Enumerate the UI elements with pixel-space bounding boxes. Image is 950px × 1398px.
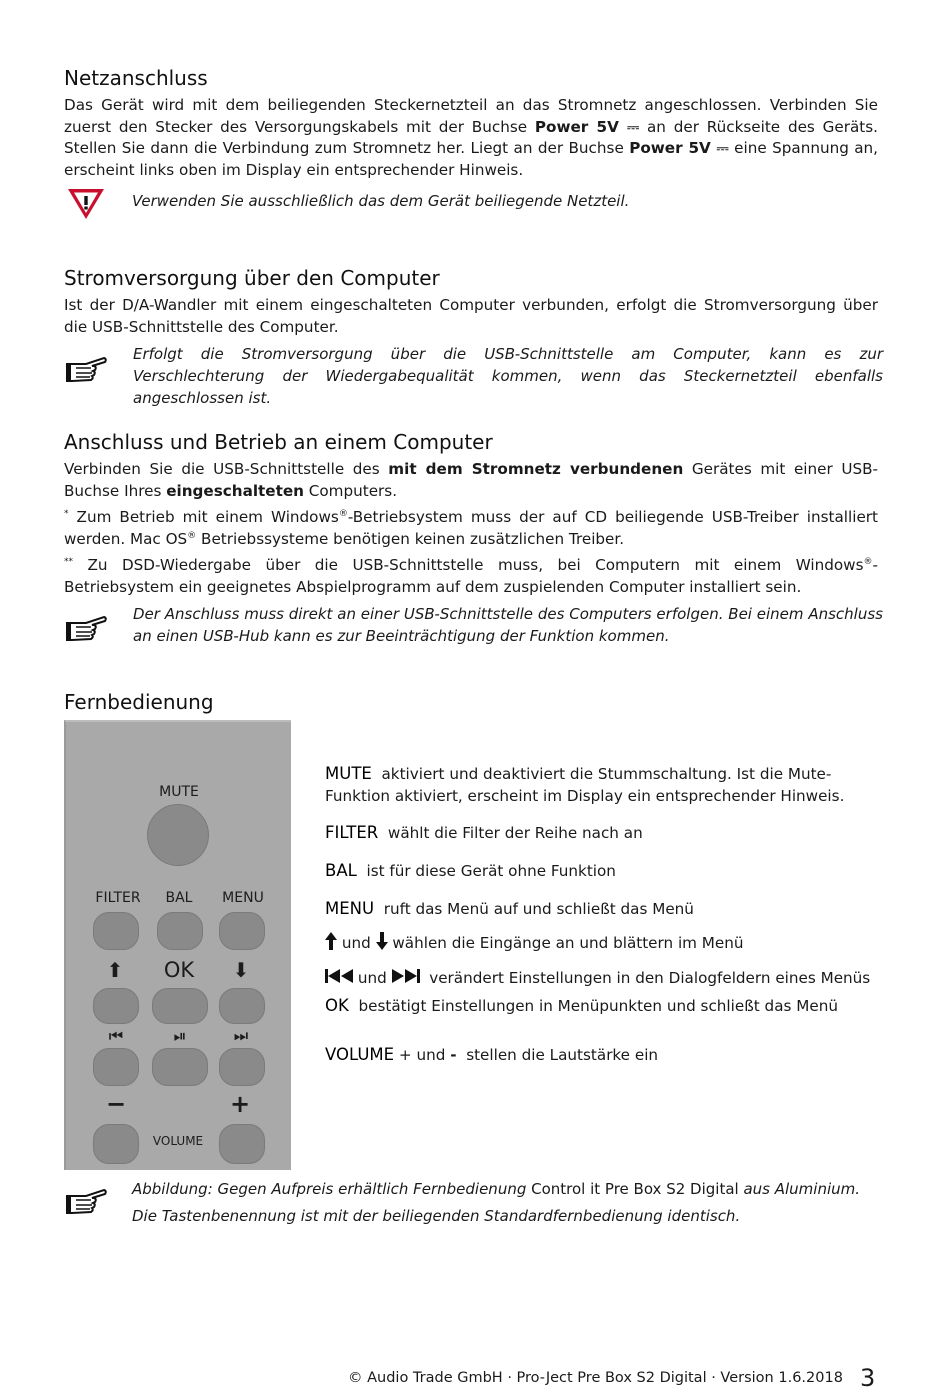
paragraph-stromversorgung: Ist der D/A-Wandler mit einem eingeschalteten Computer verbunden, erfolgt die Stromversorgung über die USB-Schnittstelle des Computer. bbox=[64, 296, 878, 336]
next-track-icon bbox=[392, 969, 420, 983]
text-run: Computers. bbox=[303, 481, 398, 500]
section-heading-fernbedienung: Fernbedienung bbox=[64, 690, 214, 714]
remote-label-ok: OK bbox=[163, 958, 195, 982]
remote-label-minus: − bbox=[105, 1090, 127, 1118]
remote-label-mute: MUTE bbox=[159, 784, 199, 800]
key-desc-filter bbox=[325, 822, 885, 844]
key-description: ruft das Menü auf und schließt das Menü bbox=[383, 900, 694, 918]
emphasis: eingeschalteten bbox=[166, 481, 304, 500]
pointing-hand-icon bbox=[64, 354, 108, 384]
section-heading-anschluss: Anschluss und Betrieb an einem Computer bbox=[64, 430, 493, 454]
remote-volume-down-button bbox=[93, 1124, 139, 1164]
remote-bal-button bbox=[157, 912, 203, 950]
minus-symbol: - bbox=[450, 1046, 457, 1064]
text-run: Zum Betrieb mit einem Windows bbox=[68, 508, 339, 526]
text-run: Das Gerät wird mit dem beiliegenden Steckernetzteil an das Stromnetz angeschlossen. Verbinden Sie zuerst den Stecker des Versorgungskabels mit der Buchse bbox=[64, 96, 878, 136]
warning-note: Verwenden Sie ausschließlich das dem Gerät beiliegende Netzteil. bbox=[132, 192, 630, 210]
paragraph-anschluss bbox=[64, 459, 878, 502]
remote-volume-up-button bbox=[219, 1124, 265, 1164]
page-footer: © Audio Trade GmbH · Pro-Ject Pre Box S2 Digital · Version 1.6.2018 bbox=[348, 1370, 843, 1386]
registered-mark: ® bbox=[187, 530, 197, 541]
warning-triangle-icon bbox=[66, 187, 106, 221]
remote-mute-button bbox=[147, 804, 209, 866]
key-desc-menu bbox=[325, 898, 885, 920]
key-name: MENU bbox=[325, 899, 375, 918]
text-run: -Betriebsystem ein geeignetes Abspielprogramm auf dem zuspielenden Computer installiert sein. bbox=[64, 556, 878, 596]
remote-label-playpause-icon: ⏯ bbox=[173, 1026, 187, 1045]
footnote-marker: * bbox=[64, 508, 69, 519]
remote-label-next-icon: ⏭ bbox=[233, 1026, 249, 1045]
emphasis: mit dem Stromnetz verbundenen bbox=[388, 460, 684, 478]
info-note-usb-hub: Der Anschluss muss direkt an einer USB-Schnittstelle des Computers erfolgen. Bei einem Anschluss an einen USB-Hub kann es zur Beeinträchtigung der Funktion kommen. bbox=[133, 605, 883, 645]
pointing-hand-icon bbox=[64, 613, 108, 643]
text-run: Betriebssysteme benötigen keinen zusätzlichen Treiber. bbox=[196, 529, 625, 548]
remote-label-prev-icon: ⏮ bbox=[108, 1026, 124, 1045]
remote-label-plus: + bbox=[229, 1090, 251, 1118]
remote-next-button bbox=[219, 1048, 265, 1086]
remote-label-down-arrow-icon: ⬇ bbox=[232, 958, 250, 982]
previous-track-icon bbox=[325, 969, 353, 983]
text-run: Zu DSD-Wiedergabe über die USB-Schnittstelle muss, bei Computern mit einem Windows bbox=[73, 556, 864, 574]
plus-symbol: + bbox=[398, 1046, 412, 1064]
remote-menu-button bbox=[219, 912, 265, 950]
registered-mark: ® bbox=[863, 556, 873, 567]
key-description: verändert Einstellungen in den Dialogfeldern eines Menüs bbox=[429, 969, 871, 987]
page-number: 3 bbox=[860, 1364, 876, 1392]
key-description: wählt die Filter der Reihe nach an bbox=[387, 824, 643, 842]
section-heading-netzanschluss: Netzanschluss bbox=[64, 66, 208, 90]
remote-label-volume: VOLUME bbox=[152, 1134, 204, 1148]
paragraph-netzanschluss bbox=[64, 95, 878, 181]
text-run: an der Rückseite des Geräts. Stellen Sie dann die Verbindung zum Stromnetz her. Liegt an der Buchse bbox=[64, 117, 878, 158]
footnote-dsd bbox=[64, 555, 878, 598]
text-run: und bbox=[357, 969, 387, 987]
key-name: OK bbox=[325, 996, 349, 1015]
key-desc-skip bbox=[325, 967, 885, 989]
remote-label-bal: BAL bbox=[165, 890, 193, 906]
key-description: wählen die Eingänge an und blättern im Menü bbox=[392, 934, 744, 952]
remote-down-button bbox=[219, 988, 265, 1024]
key-name: FILTER bbox=[325, 823, 379, 842]
arrow-down-icon bbox=[376, 932, 388, 950]
key-description: ist für diese Gerät ohne Funktion bbox=[366, 862, 616, 880]
text-run: Gerätes mit einer USB-Buchse Ihres bbox=[64, 460, 878, 500]
key-name: VOLUME bbox=[325, 1045, 395, 1064]
footnote-windows-driver bbox=[64, 507, 878, 550]
remote-control-image bbox=[64, 720, 291, 1170]
section-heading-stromversorgung: Stromversorgung über den Computer bbox=[64, 266, 440, 290]
key-description: bestätigt Einstellungen in Menüpunkten und schließt das Menü bbox=[358, 997, 838, 1015]
remote-prev-button bbox=[93, 1048, 139, 1086]
key-description: stellen die Lautstärke ein bbox=[466, 1046, 659, 1064]
key-desc-volume bbox=[325, 1044, 885, 1066]
text-run: und bbox=[341, 934, 371, 952]
remote-playpause-button bbox=[152, 1048, 208, 1086]
footnote-marker: ** bbox=[64, 556, 73, 567]
key-desc-arrows bbox=[325, 932, 885, 954]
remote-label-menu: MENU bbox=[222, 890, 264, 906]
remote-ok-button bbox=[152, 988, 208, 1024]
info-note-stromversorgung: Erfolgt die Stromversorgung über die USB-Schnittstelle am Computer, kann es zur Verschlechterung der Wiedergabequalität kommen, wenn das Steckernetzteil ebenfalls angeschlossen ist. bbox=[133, 345, 883, 407]
power-label: Power 5V ⎓ bbox=[629, 139, 729, 158]
power-label: Power 5V ⎓ bbox=[534, 117, 640, 136]
key-description: aktiviert und deaktiviert die Stummschaltung. Ist die Mute-Funktion aktiviert, erscheint im Display ein entsprechender Hinweis. bbox=[325, 765, 845, 805]
key-name: MUTE bbox=[325, 764, 372, 783]
text-run: Abbildung: Gegen Aufpreis erhältlich Fernbedienung bbox=[132, 1180, 532, 1198]
product-name: Control it Pre Box S2 Digital bbox=[531, 1180, 739, 1198]
remote-label-filter: FILTER bbox=[95, 890, 141, 906]
pointing-hand-icon bbox=[64, 1186, 108, 1216]
arrow-up-icon bbox=[325, 932, 337, 950]
key-desc-bal bbox=[325, 860, 885, 882]
remote-up-button bbox=[93, 988, 139, 1024]
text-run: Die Tastenbenennung ist mit der beiliegenden Standardfernbedienung identisch. bbox=[132, 1207, 741, 1225]
text-run: aus Aluminium. bbox=[738, 1180, 861, 1198]
text-run: und bbox=[416, 1046, 446, 1064]
remote-label-up-arrow-icon: ⬆ bbox=[106, 958, 124, 982]
registered-mark: ® bbox=[338, 508, 348, 519]
text-run: Verbinden Sie die USB-Schnittstelle des bbox=[64, 460, 389, 478]
remote-filter-button bbox=[93, 912, 139, 950]
key-desc-mute bbox=[325, 763, 880, 807]
key-name: BAL bbox=[325, 861, 357, 880]
text-run: eine Spannung an, erscheint links oben im Display ein entsprechender Hinweis. bbox=[64, 139, 878, 179]
text-run: -Betriebsystem muss der auf CD beiliegende USB-Treiber installiert werden. Mac OS bbox=[64, 508, 878, 548]
key-desc-ok bbox=[325, 995, 885, 1017]
remote-caption bbox=[132, 1176, 892, 1230]
